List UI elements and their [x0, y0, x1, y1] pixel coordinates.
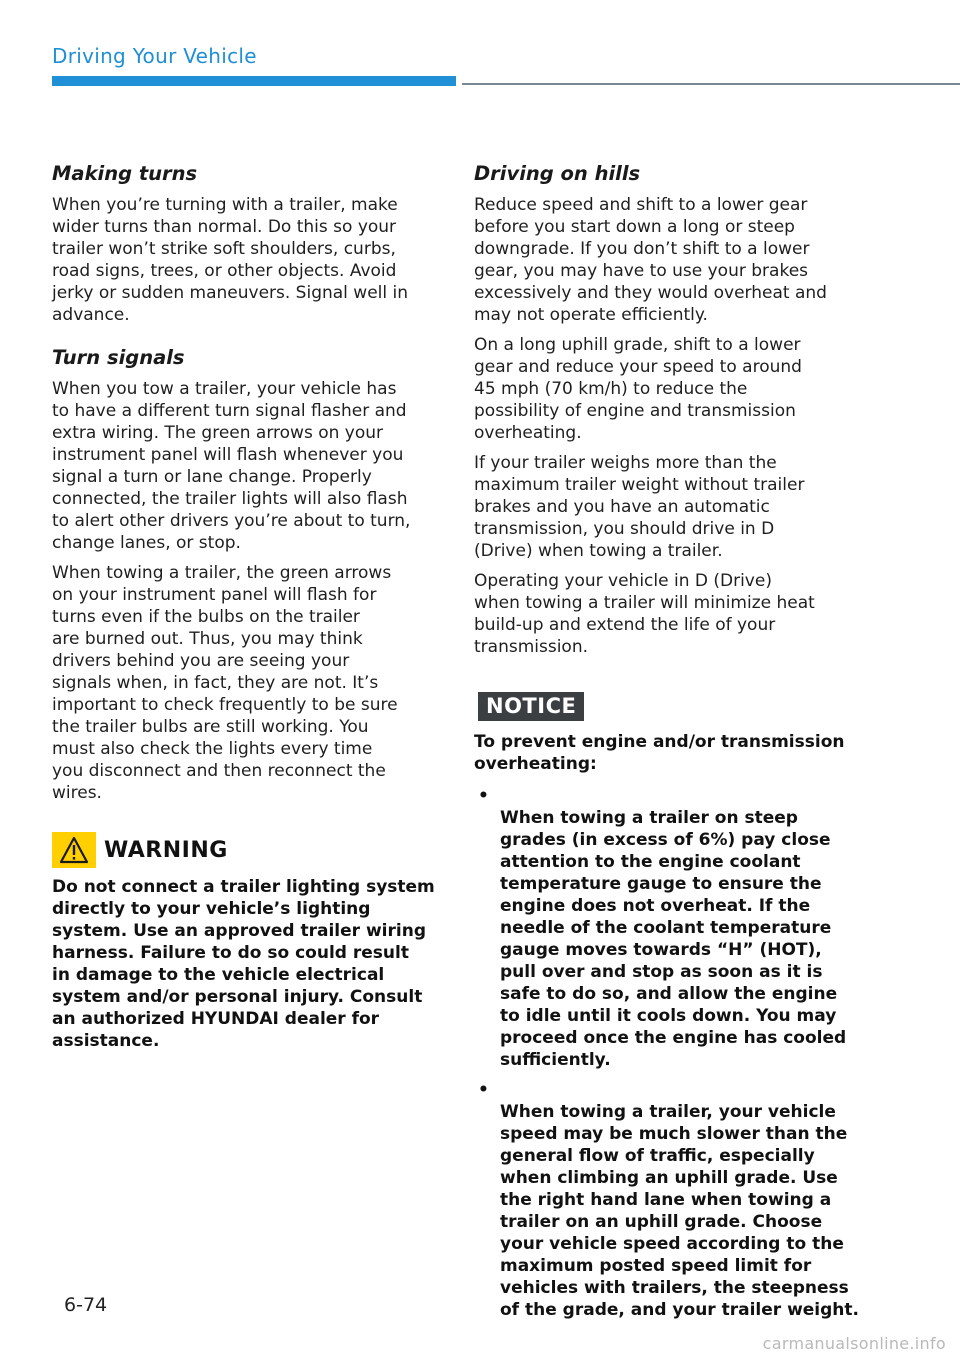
hills-paragraph-3: If your trailer weighs more than the maximum trailer weight without trailer brakes and you have an automatic transmission, you should drive in D (Drive) when towing a trailer.: [474, 453, 805, 561]
hills-paragraph-4: Operating your vehicle in D (Drive) when towing a trailer will minimize heat build-up and extend the life of your transmission.: [474, 571, 815, 657]
section-title: Driving Your Vehicle: [52, 44, 257, 68]
notice-badge: NOTICE: [478, 692, 584, 721]
notice-item-text: When towing a trailer, your vehicle speed may be much slower than the general flow of traffic, especially when climbing an uphill grade. Use the right hand lane when towing a trailer on an uphill grade. Choose your vehicle speed according to the maximum posted speed limit for vehicles with trailers, the steepness of the grade, and your trailer weight.: [500, 1102, 859, 1320]
warning-label: WARNING: [104, 837, 228, 863]
notice-list: [474, 785, 860, 1321]
making-turns-heading: Making turns: [52, 162, 198, 185]
right-column: [474, 160, 860, 1329]
notice-box: [474, 666, 860, 1321]
watermark: carmanualsonline.info: [762, 1334, 946, 1353]
bullet-icon: •: [478, 786, 489, 806]
left-column: [52, 160, 442, 1052]
hills-paragraph-1: Reduce speed and shift to a lower gear before you start down a long or steep downgrade. If you don’t shift to a lower gear, you may have to use your brakes excessively and they would overheat and may not operate efficiently.: [474, 195, 827, 325]
notice-item: [474, 1079, 860, 1321]
turn-signals-paragraph-2: When towing a trailer, the green arrows on your instrument panel will flash for turns even if the bulbs on the trailer are burned out. Thus, you may think drivers behind you are seeing your signals when, in fact, they are not. It’s important to check frequently to be sure the trailer bulbs are still working. You must also check the lights every time you disconnect and then reconnect the wires.: [52, 563, 398, 803]
warning-triangle-icon: [52, 832, 96, 868]
page-number: 6-74: [64, 1294, 108, 1316]
notice-intro: To prevent engine and/or transmission overheating:: [474, 732, 845, 774]
header-rule: [462, 83, 960, 85]
turn-signals-section: [52, 344, 442, 804]
warning-box: [52, 832, 442, 1052]
notice-item: [474, 785, 860, 1071]
hills-paragraph-2: On a long uphill grade, shift to a lower gear and reduce your speed to around 45 mph (70 km/h) to reduce the possibility of engine and transmission overheating.: [474, 335, 802, 443]
notice-item-text: When towing a trailer on steep grades (in excess of 6%) pay close attention to the engine coolant temperature gauge to ensure the engine does not overheat. If the needle of the coolant temperature gauge moves towards “H” (HOT), pull over and stop as soon as it is safe to do so, and allow the engine to idle until it cools down. You may proceed once the engine has cooled sufficiently.: [500, 808, 847, 1070]
driving-on-hills-heading: Driving on hills: [474, 162, 641, 185]
turn-signals-paragraph-1: When you tow a trailer, your vehicle has to have a different turn signal flasher and extra wiring. The green arrows on your instrument panel will flash whenever you signal a turn or lane change. Properly connected, the trailer lights will also flash to alert other drivers you’re about to turn, change lanes, or stop.: [52, 379, 411, 553]
driving-on-hills-section: [474, 160, 860, 658]
bullet-icon: •: [478, 1080, 489, 1100]
warning-text: Do not connect a trailer lighting system directly to your vehicle’s lighting system. Use an approved trailer wiring harness. Failure to do so could result in damage to the vehicle electrical system and/or personal injury. Consult an authorized HYUNDAI dealer for assistance.: [52, 877, 435, 1051]
header-accent-bar: [52, 76, 456, 86]
turn-signals-heading: Turn signals: [52, 346, 185, 369]
making-turns-section: [52, 160, 442, 326]
making-turns-paragraph: When you’re turning with a trailer, make wider turns than normal. Do this so your trailer won’t strike soft shoulders, curbs, road signs, trees, or other objects. Avoid jerky or sudden maneuvers. Signal well in advance.: [52, 195, 409, 325]
